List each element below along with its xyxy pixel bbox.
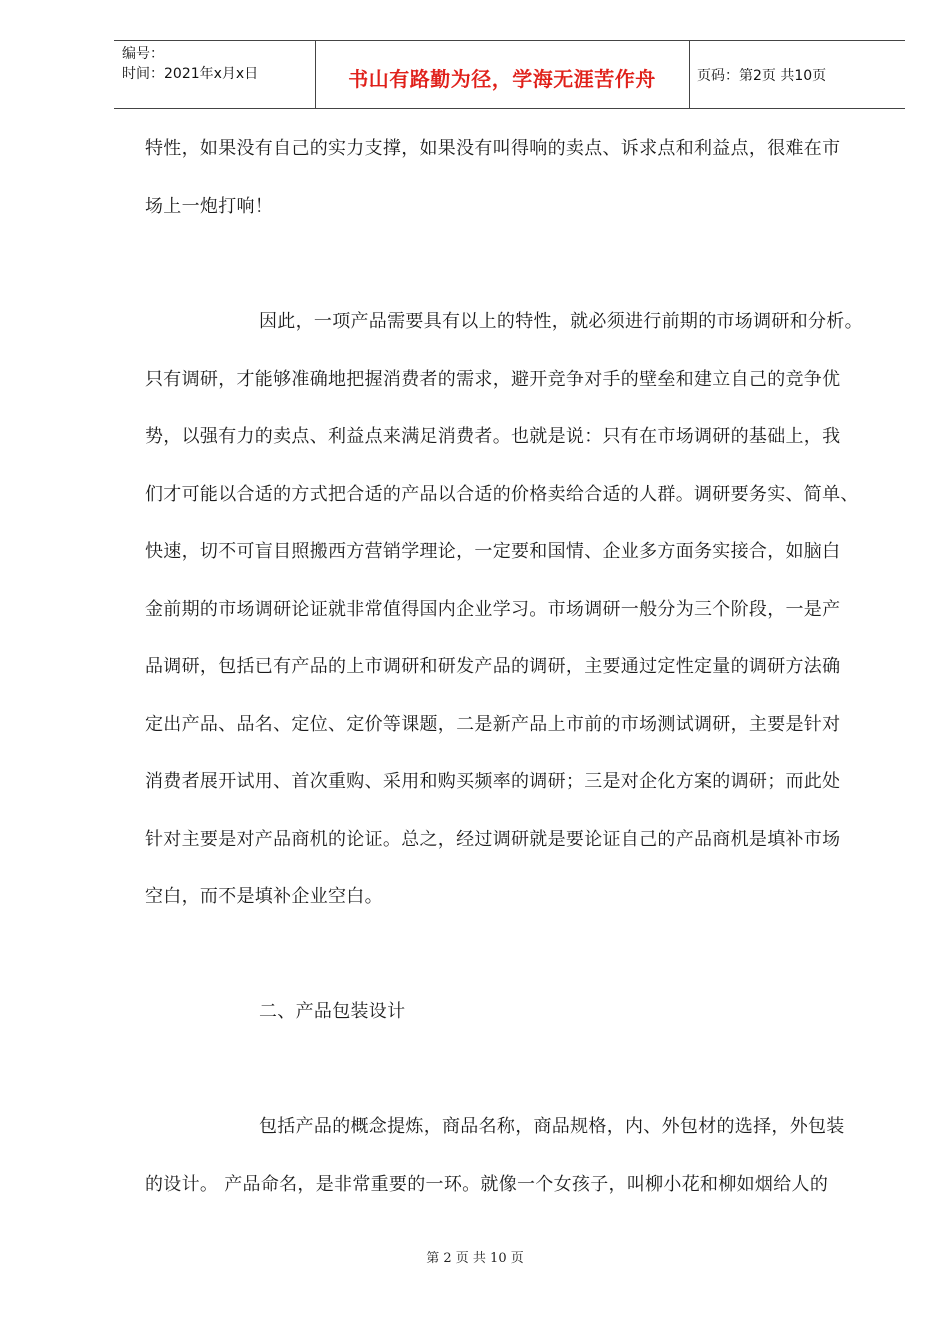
header-motto-cell	[315, 41, 690, 108]
body-line: 的设计。 产品命名，是非常重要的一环。就像一个女孩子，叫柳小花和柳如烟给人的	[145, 1174, 829, 1195]
body-line: 包括产品的概念提炼，商品名称，商品规格，内、外包材的选择，外包装	[259, 1116, 845, 1137]
header-page-number: 页码：第2页 共10页	[697, 68, 827, 84]
body-line: 消费者展开试用、首次重购、采用和购买频率的调研；三是对企化方案的调研；而此处	[145, 771, 841, 792]
body-line: 快速，切不可盲目照搬西方营销学理论，一定要和国情、企业多方面务实接合，如脑白	[145, 541, 841, 562]
document-date: 时间：2021年x月x日	[122, 66, 259, 82]
body-line: 针对主要是对产品商机的论证。总之，经过调研就是要论证自己的产品商机是填补市场	[145, 829, 841, 850]
page-footer: 第 2 页 共 10 页	[426, 1251, 524, 1266]
body-line: 空白，而不是填补企业空白。	[145, 886, 383, 907]
body-line: 只有调研，才能够准确地把握消费者的需求，避开竞争对手的壁垒和建立自己的竞争优	[145, 369, 841, 390]
body-line: 场上一炮打响！	[145, 196, 274, 217]
document-code: 编号：	[122, 46, 164, 62]
section-heading: 二、产品包装设计	[259, 1001, 406, 1022]
body-line: 品调研，包括已有产品的上市调研和研发产品的调研，主要通过定性定量的调研方法确	[145, 656, 841, 677]
page-header	[114, 40, 905, 109]
header-motto: 书山有路勤为径，学海无涯苦作舟	[348, 67, 656, 91]
body-line: 们才可能以合适的方式把合适的产品以合适的价格卖给合适的人群。调研要务实、简单、	[145, 484, 859, 505]
header-meta-cell	[114, 41, 316, 108]
body-line: 势，以强有力的卖点、利益点来满足消费者。也就是说：只有在市场调研的基础上，我	[145, 426, 841, 447]
body-line: 定出产品、品名、定位、定价等课题，二是新产品上市前的市场测试调研，主要是针对	[145, 714, 841, 735]
body-line: 特性，如果没有自己的实力支撑，如果没有叫得响的卖点、诉求点和利益点，很难在市	[145, 138, 841, 159]
header-page-cell	[689, 41, 905, 108]
body-line: 金前期的市场调研论证就非常值得国内企业学习。市场调研一般分为三个阶段，一是产	[145, 599, 841, 620]
body-line: 因此，一项产品需要具有以上的特性，就必须进行前期的市场调研和分析。	[259, 311, 863, 332]
